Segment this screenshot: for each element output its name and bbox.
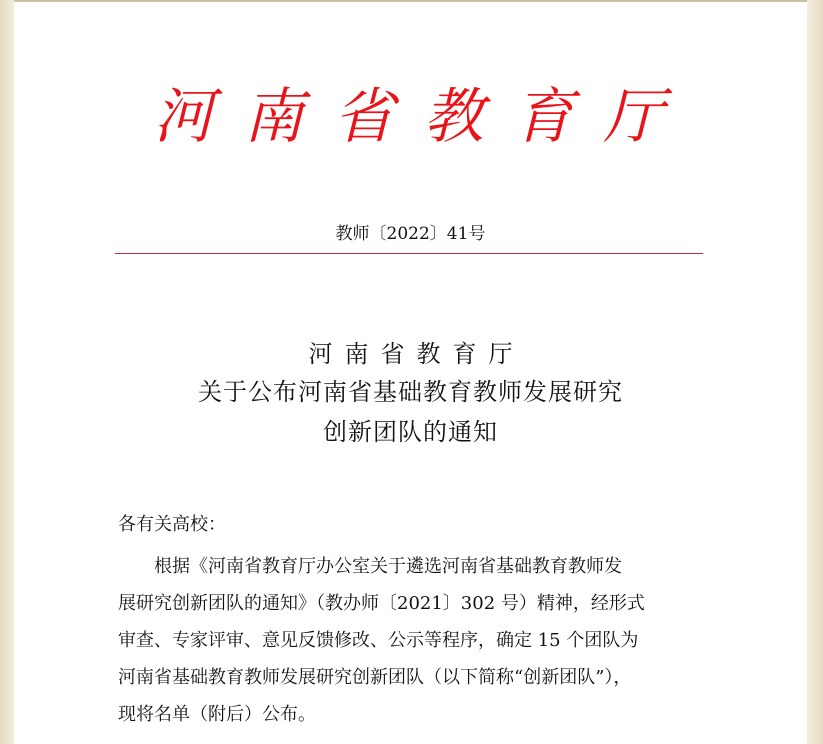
notice-title-line-3: 创新团队的通知 <box>323 418 498 446</box>
document-number: 教师〔2022〕41号 <box>335 224 486 244</box>
masthead-red-rule <box>115 253 703 254</box>
page-margin-left <box>0 0 14 744</box>
document-page <box>14 2 807 744</box>
notice-title <box>14 336 807 452</box>
body-paragraph <box>118 548 724 733</box>
notice-title-issuer: 河南省教育厅 <box>308 340 525 368</box>
masthead-title: 河南省教育厅 <box>153 82 694 152</box>
salutation: 各有关高校： <box>118 514 226 535</box>
notice-title-line-2: 关于公布河南省基础教育教师发展研究 <box>198 378 623 406</box>
body-line: 根据《河南省教育厅办公室关于遴选河南省基础教育教师发 <box>154 556 622 577</box>
page-margin-right <box>807 0 823 744</box>
body-line: 审查、专家评审、意见反馈修改、公示等程序，确定 15 个团队为 <box>118 630 639 651</box>
body-line: 展研究创新团队的通知》（教办师〔2021〕302 号）精神，经形式 <box>118 593 645 614</box>
body-line: 河南省基础教育教师发展研究创新团队（以下简称“创新团队”）， <box>118 667 632 688</box>
body-line: 现将名单（附后）公布。 <box>118 704 316 725</box>
